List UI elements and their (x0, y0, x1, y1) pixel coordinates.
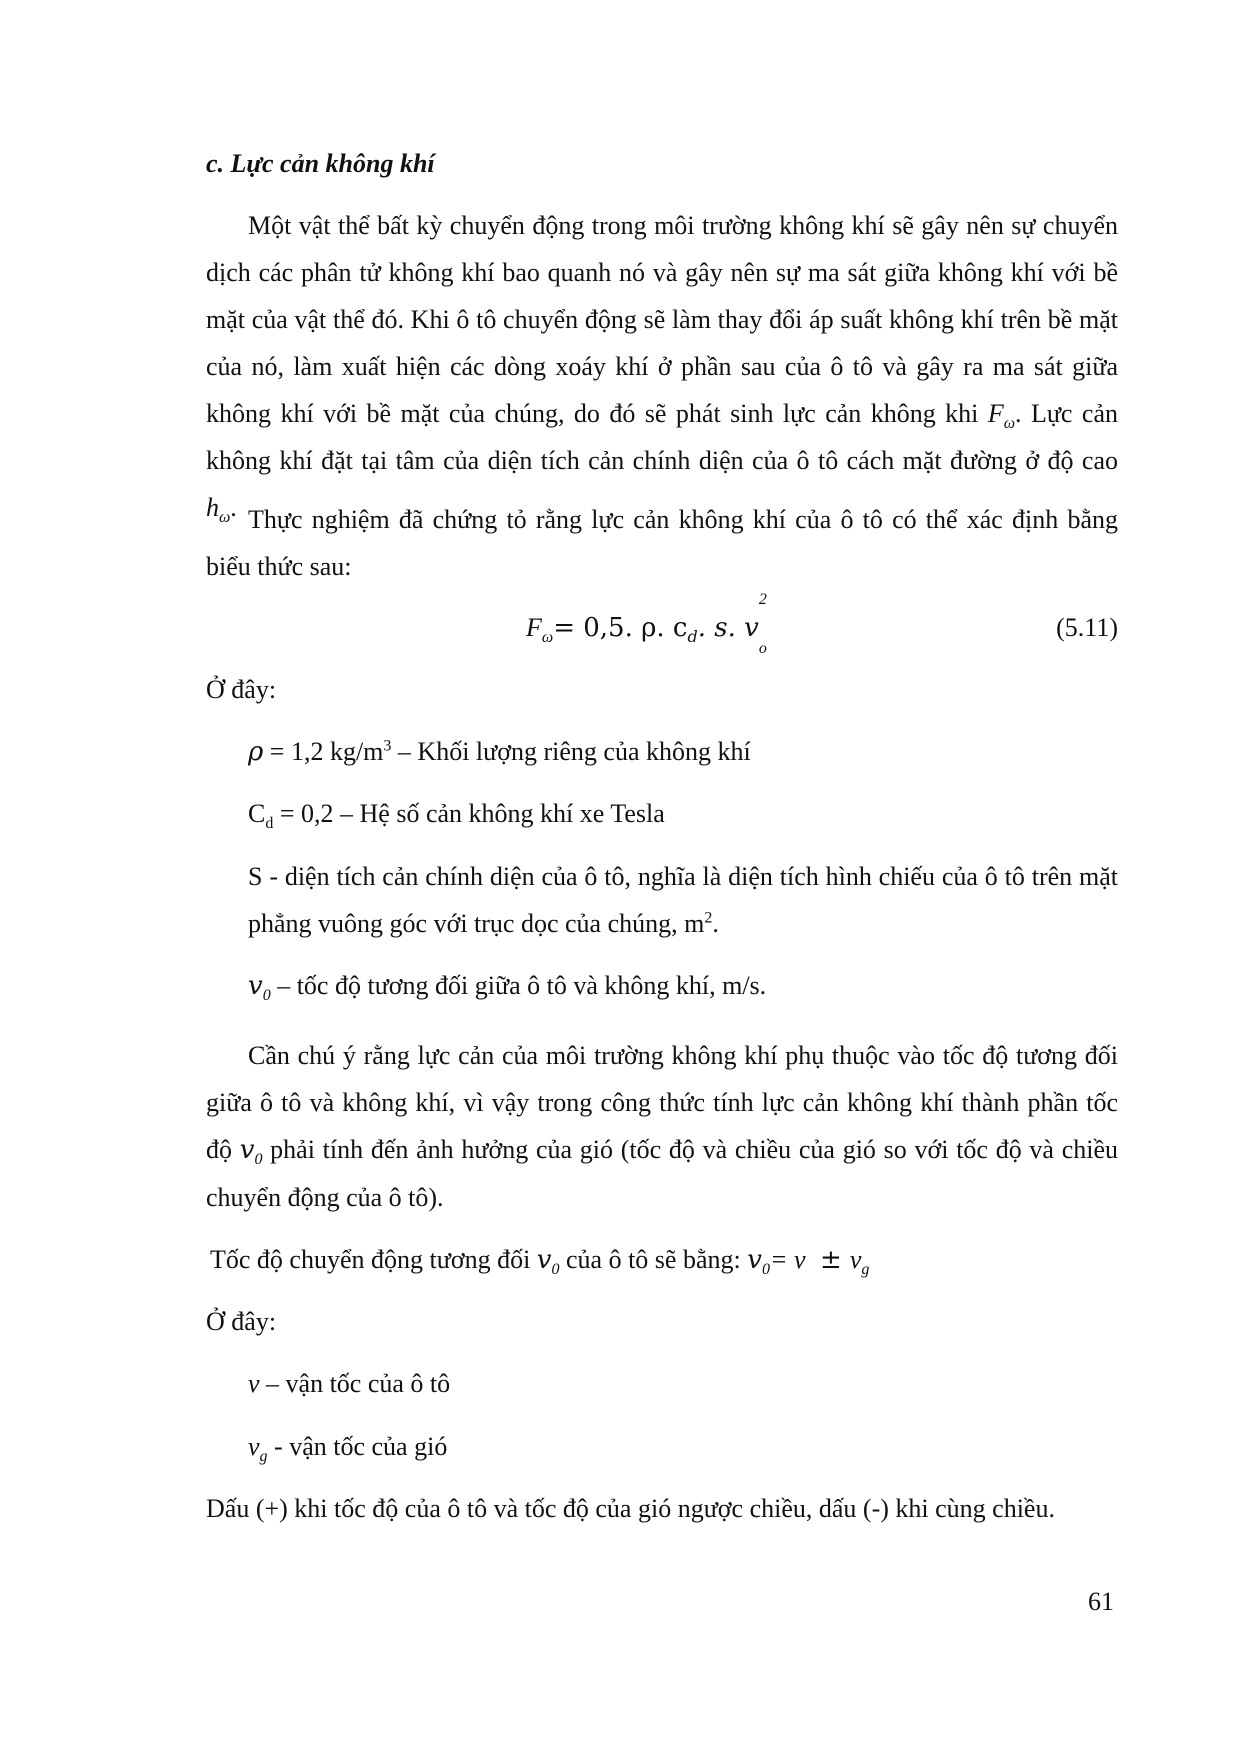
relative-text-b: của ô tô sẽ bằng: (559, 1245, 748, 1274)
para1-symbol-omega-2: ω (219, 509, 231, 527)
def-vg-sub: g (259, 1448, 268, 1466)
def-cd-C: C (248, 799, 266, 828)
paragraph-air-resistance-intro (206, 202, 1118, 531)
def-s (248, 853, 1118, 947)
equation-5-11 (206, 591, 1118, 657)
relative-vg: v (849, 1245, 862, 1274)
section-heading: c. Lực cản không khí (206, 149, 435, 178)
def-rho-sup: 3 (383, 737, 392, 755)
relative-eq-v0: v (747, 1245, 762, 1275)
relative-text-a: Tốc độ chuyển động tương đối (210, 1245, 537, 1274)
def-vg (248, 1423, 1118, 1470)
eq-rhs-s: . s. v (697, 613, 759, 643)
paragraph-wind-note (206, 1032, 1118, 1221)
relative-g: g (861, 1261, 870, 1279)
def-rho-symbol: ρ (248, 737, 264, 767)
relative-eq-rest: = v (769, 1245, 813, 1274)
def-s-text-b: . (712, 909, 719, 938)
def-rho-text-b: – Khối lượng riêng của không khí (391, 737, 751, 766)
def-s-text-a: S - diện tích cản chính diện của ô tô, nghĩa là diện tích hình chiếu của ô tô trên mặt phẳng vuông góc với trục dọc của chúng, m (248, 862, 1118, 938)
para1-symbol-F: F (987, 399, 1004, 428)
def-v0-symbol: v (248, 971, 263, 1001)
eq-lhs-F: F (526, 613, 542, 642)
para1-text-a: Một vật thể bất kỳ chuyển động trong môi trường không khí sẽ gây nên sự chuyển dịch các phân tử không khí bao quanh nó và gây nên sự ma sát giữa không khí với bề mặt của vật thể đó. Khi ô tô chuyển động sẽ làm thay đổi áp suất không khí trên bề mặt của nó, làm xuất hiện các dòng xoáy khí ở phần sau của ô tô và gây ra ma sát giữa không khí với bề mặt của chúng, do đó sẽ phát sinh lực cản không khi (206, 211, 1118, 428)
eq-rhs-d: d (687, 627, 698, 647)
def-cd-text: = 0,2 – Hệ số cản không khí xe Tesla (273, 799, 665, 828)
para3-symbol-0: 0 (254, 1151, 263, 1169)
def-vg-symbol: v (248, 1432, 260, 1461)
def-rho (248, 728, 1118, 776)
def-v0 (248, 962, 1118, 1010)
para3-text-a: Cần chú ý rằng lực cản của môi trường không khí phụ thuộc vào tốc độ tương đối giữa ô tô và không khí, vì vậy trong công thức tính lực cản không khí thành phần tốc độ (206, 1041, 1118, 1164)
relative-v: v (536, 1245, 552, 1275)
def-v (248, 1360, 1118, 1407)
para3-symbol-v: v (239, 1135, 255, 1165)
def-v0-sub: 0 (262, 987, 271, 1005)
para1-text-b: . Lực cản không khí đặt tại tâm của diện tích cản chính diện của ô tô cách mặt đường ở độ cao (206, 399, 1118, 475)
def-cd-d: d (265, 815, 274, 833)
where-label-1: Ở đây: (206, 675, 277, 704)
page-number: 61 (1088, 1587, 1114, 1616)
def-rho-text-a: = 1,2 kg/m (263, 737, 384, 766)
def-cd (248, 790, 1118, 837)
equation-number: (5.11) (1056, 613, 1118, 642)
relative-0: 0 (551, 1261, 560, 1279)
eq-rhs-sub: o (758, 640, 767, 657)
relative-pm: ± (820, 1245, 842, 1275)
paragraph-experiment: Thực nghiệm đã chứng tỏ rằng lực cản không khí của ô tô có thể xác định bằng biểu thức sau: (206, 505, 1118, 581)
para1-symbol-omega: ω (1003, 415, 1016, 433)
sign-note: Dấu (+) khi tốc độ của ô tô và tốc độ của gió ngược chiều, dấu (-) khi cùng chiều. (206, 1494, 1055, 1523)
relative-eq-0: 0 (761, 1261, 770, 1279)
para1-text-c: . (230, 493, 237, 522)
eq-lhs-sub: ω (541, 629, 554, 647)
para3-text-b: phải tính đến ảnh hưởng của gió (tốc độ và chiều của gió so với tốc độ và chiều chuyển động của ô tô). (206, 1135, 1119, 1212)
relative-speed-line (210, 1236, 1122, 1284)
eq-rhs-a: = 0,5. ρ. c (553, 613, 688, 643)
def-v0-text: – tốc độ tương đối giữa ô tô và không khí, m/s. (270, 971, 767, 1000)
eq-rhs-sup: 2 (758, 591, 767, 608)
where-label-2: Ở đây: (206, 1307, 277, 1336)
equation-formula (526, 591, 767, 657)
def-s-sup: 2 (704, 909, 713, 927)
def-vg-text: - vận tốc của gió (267, 1432, 448, 1461)
def-v-symbol: v (248, 1369, 260, 1398)
def-v-text: – vận tốc của ô tô (259, 1369, 451, 1398)
para1-symbol-h: h (206, 493, 219, 522)
